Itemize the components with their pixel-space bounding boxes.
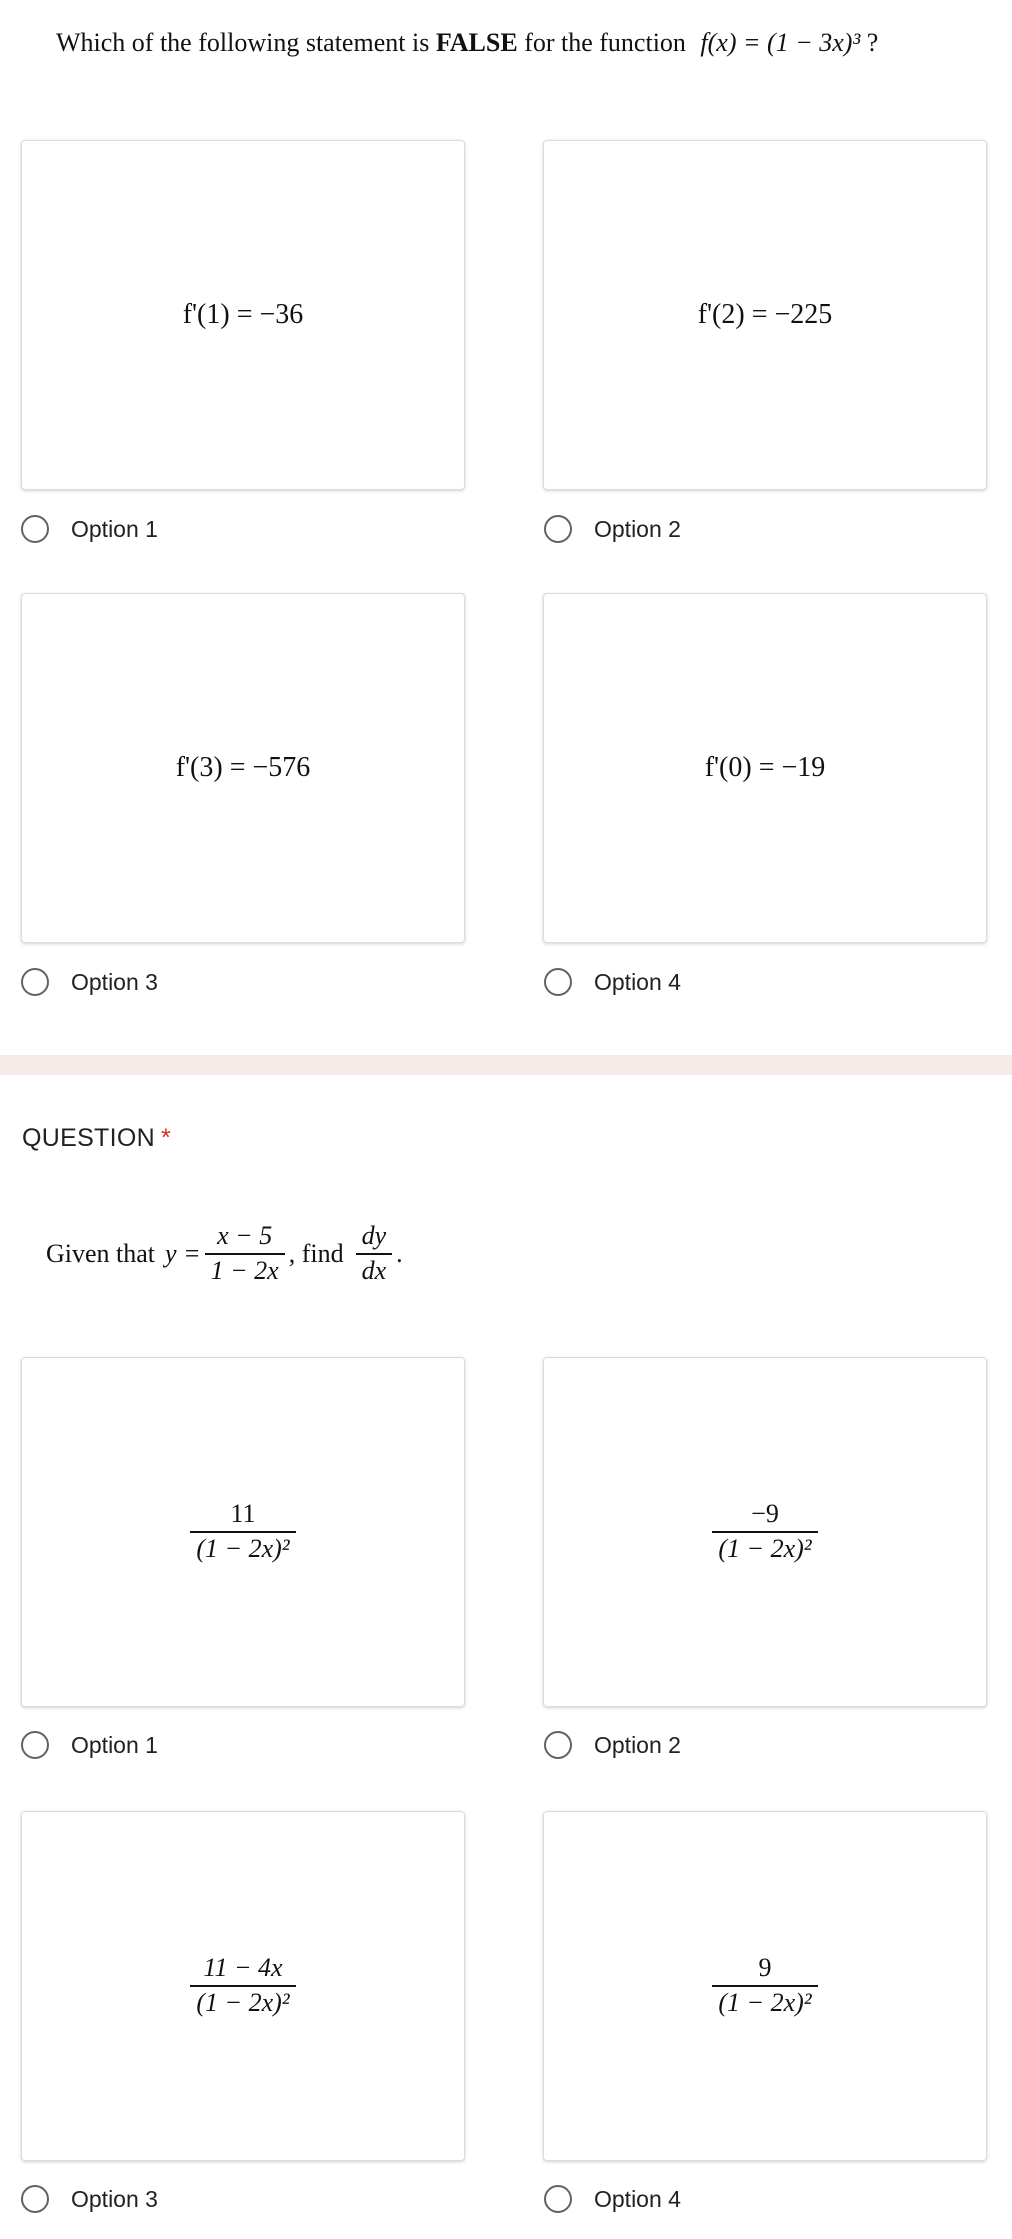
radio-button[interactable] xyxy=(544,2185,572,2213)
stem-fraction-numerator: x − 5 xyxy=(217,1221,273,1250)
q2-option-3-image-card[interactable] xyxy=(21,1811,465,2161)
fraction-denominator: (1 − 2x)² xyxy=(190,1531,295,1564)
option-3-math: f'(3) = −576 xyxy=(175,752,311,783)
question-2-title xyxy=(22,1124,171,1153)
q2-option-4-image-card[interactable] xyxy=(543,1811,987,2161)
option-2-radio-row[interactable] xyxy=(544,515,681,543)
q2-option-3-radio-row[interactable] xyxy=(21,2185,158,2213)
option-label: Option 2 xyxy=(594,515,681,542)
stem-bold-false: FALSE xyxy=(435,28,518,57)
fraction-numerator: −9 xyxy=(751,1499,779,1529)
fraction-numerator: 11 − 4x xyxy=(203,1953,283,1983)
required-asterisk: * xyxy=(160,1124,171,1152)
q2-option-4-math xyxy=(708,1954,821,2017)
radio-button[interactable] xyxy=(544,515,572,543)
q2-option-1-image-card[interactable] xyxy=(21,1357,465,1707)
option-2-math: f'(2) = −225 xyxy=(697,299,833,330)
option-4-image-card[interactable] xyxy=(543,593,987,943)
stem-formula: f(x) = (1 − 3x)³ xyxy=(700,28,861,57)
radio-button[interactable] xyxy=(21,1731,49,1759)
stem-dx: dx xyxy=(356,1253,393,1286)
option-3-image-card[interactable] xyxy=(21,593,465,943)
option-1-math: f'(1) = −36 xyxy=(182,299,304,330)
radio-button[interactable] xyxy=(21,515,49,543)
section-divider xyxy=(0,1055,1012,1075)
q2-option-2-image-card[interactable] xyxy=(543,1357,987,1707)
stem-dy: dy xyxy=(361,1221,387,1250)
q2-option-2-math xyxy=(708,1500,821,1563)
option-2-image-card[interactable] xyxy=(543,140,987,490)
q2-option-3-math xyxy=(186,1954,299,2017)
option-label: Option 3 xyxy=(71,2185,158,2212)
option-label: Option 2 xyxy=(594,1731,681,1758)
stem-mid: for the function xyxy=(524,28,686,57)
stem-prefix: Which of the following statement is xyxy=(56,28,430,57)
radio-button[interactable] xyxy=(21,968,49,996)
stem-fraction-denominator: 1 − 2x xyxy=(205,1253,285,1286)
fraction-numerator: 11 xyxy=(230,1499,256,1529)
stem-fraction xyxy=(205,1222,285,1285)
option-4-math: f'(0) = −19 xyxy=(704,752,826,783)
question-title-text: QUESTION xyxy=(22,1124,155,1152)
q2-option-4-radio-row[interactable] xyxy=(544,2185,681,2213)
option-4-radio-row[interactable] xyxy=(544,968,681,996)
question-1-stem xyxy=(56,28,878,58)
fraction-denominator: (1 − 2x)² xyxy=(712,1531,817,1564)
option-label: Option 3 xyxy=(71,968,158,995)
option-label: Option 4 xyxy=(594,2185,681,2212)
fraction-denominator: (1 − 2x)² xyxy=(190,1985,295,2018)
radio-button[interactable] xyxy=(544,1731,572,1759)
option-1-image-card[interactable] xyxy=(21,140,465,490)
stem-y: y = xyxy=(165,1238,201,1268)
question-2-stem xyxy=(46,1222,403,1285)
radio-button[interactable] xyxy=(544,968,572,996)
option-3-radio-row[interactable] xyxy=(21,968,158,996)
q2-option-1-radio-row[interactable] xyxy=(21,1731,158,1759)
q2-option-1-math xyxy=(186,1500,299,1563)
stem-derivative xyxy=(356,1222,393,1285)
stem-given: Given that xyxy=(46,1238,156,1268)
option-1-radio-row[interactable] xyxy=(21,515,158,543)
fraction-numerator: 9 xyxy=(758,1953,772,1983)
option-label: Option 1 xyxy=(71,1731,158,1758)
stem-find: , find xyxy=(288,1238,344,1268)
option-label: Option 1 xyxy=(71,515,158,542)
option-label: Option 4 xyxy=(594,968,681,995)
q2-option-2-radio-row[interactable] xyxy=(544,1731,681,1759)
stem-end: . xyxy=(396,1238,403,1268)
radio-button[interactable] xyxy=(21,2185,49,2213)
stem-end: ? xyxy=(866,28,879,57)
fraction-denominator: (1 − 2x)² xyxy=(712,1985,817,2018)
